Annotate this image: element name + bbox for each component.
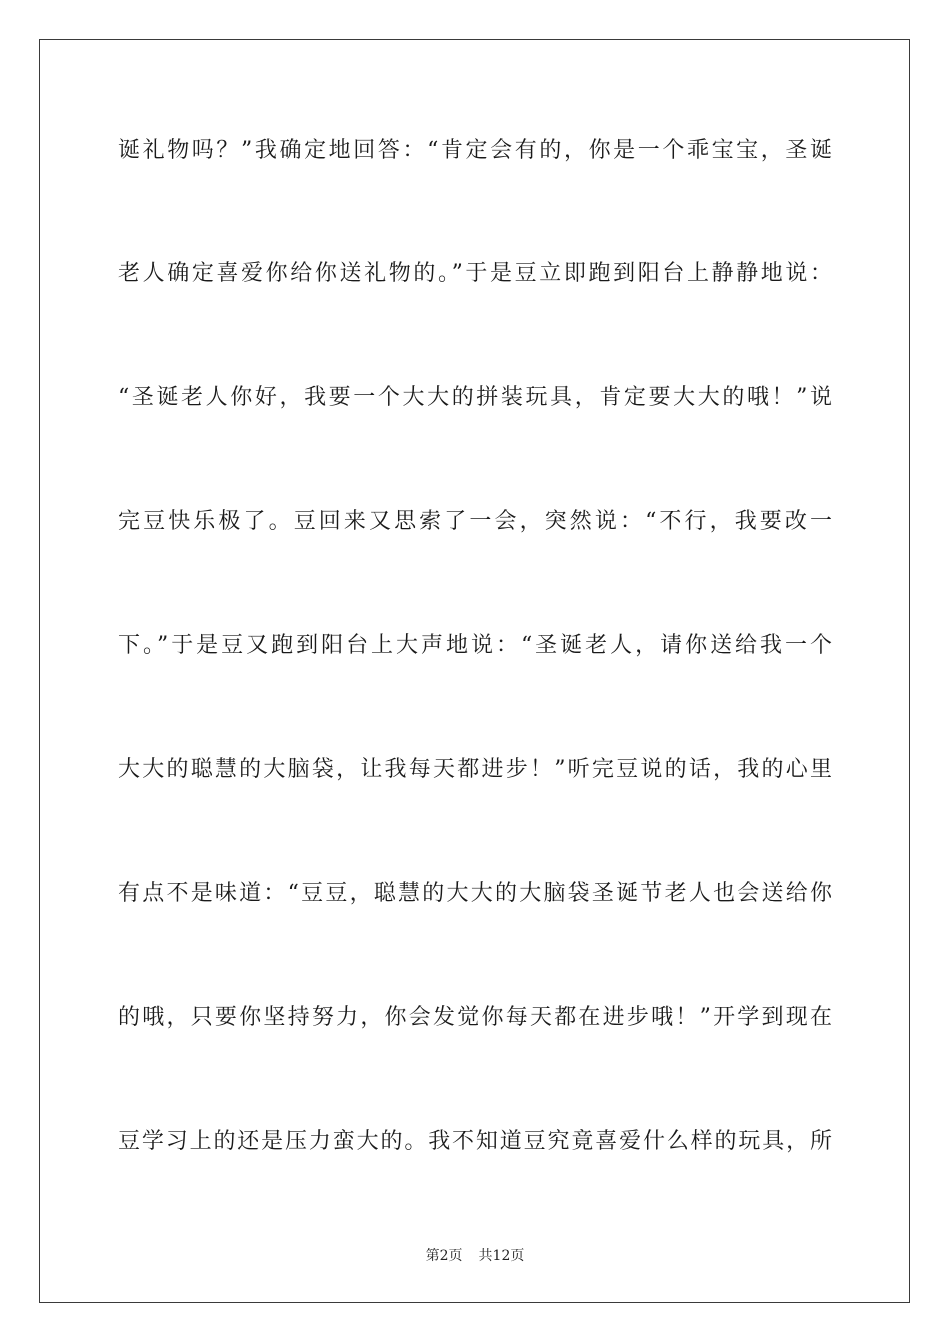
body-text-line: 有点不是味道：“豆豆，聪慧的大大的大脑袋圣诞节老人也会送给你 xyxy=(118,881,832,906)
body-text-line: 老人确定喜爱你给你送礼物的。”于是豆立即跑到阳台上静静地说： xyxy=(118,261,832,286)
body-text-line: “圣诞老人你好，我要一个大大的拼装玩具，肯定要大大的哦！”说 xyxy=(118,385,832,410)
page-footer xyxy=(0,1246,950,1266)
body-text-line: 的哦，只要你坚持努力，你会发觉你每天都在进步哦！”开学到现在 xyxy=(118,1005,832,1030)
body-text-line: 诞礼物吗？”我确定地回答：“肯定会有的，你是一个乖宝宝，圣诞 xyxy=(118,138,832,163)
page-total: 共12页 xyxy=(478,1248,525,1264)
page-number: 第2页 xyxy=(425,1248,463,1264)
body-text-line: 下。”于是豆又跑到阳台上大声地说：“圣诞老人，请你送给我一个 xyxy=(118,633,832,658)
page-border xyxy=(39,39,910,1303)
body-text-line: 大大的聪慧的大脑袋，让我每天都进步！”听完豆说的话，我的心里 xyxy=(118,757,832,782)
body-text-line: 完豆快乐极了。豆回来又思索了一会，突然说：“不行，我要改一 xyxy=(118,509,832,534)
body-text-line: 豆学习上的还是压力蛮大的。我不知道豆究竟喜爱什么样的玩具，所 xyxy=(118,1129,832,1154)
